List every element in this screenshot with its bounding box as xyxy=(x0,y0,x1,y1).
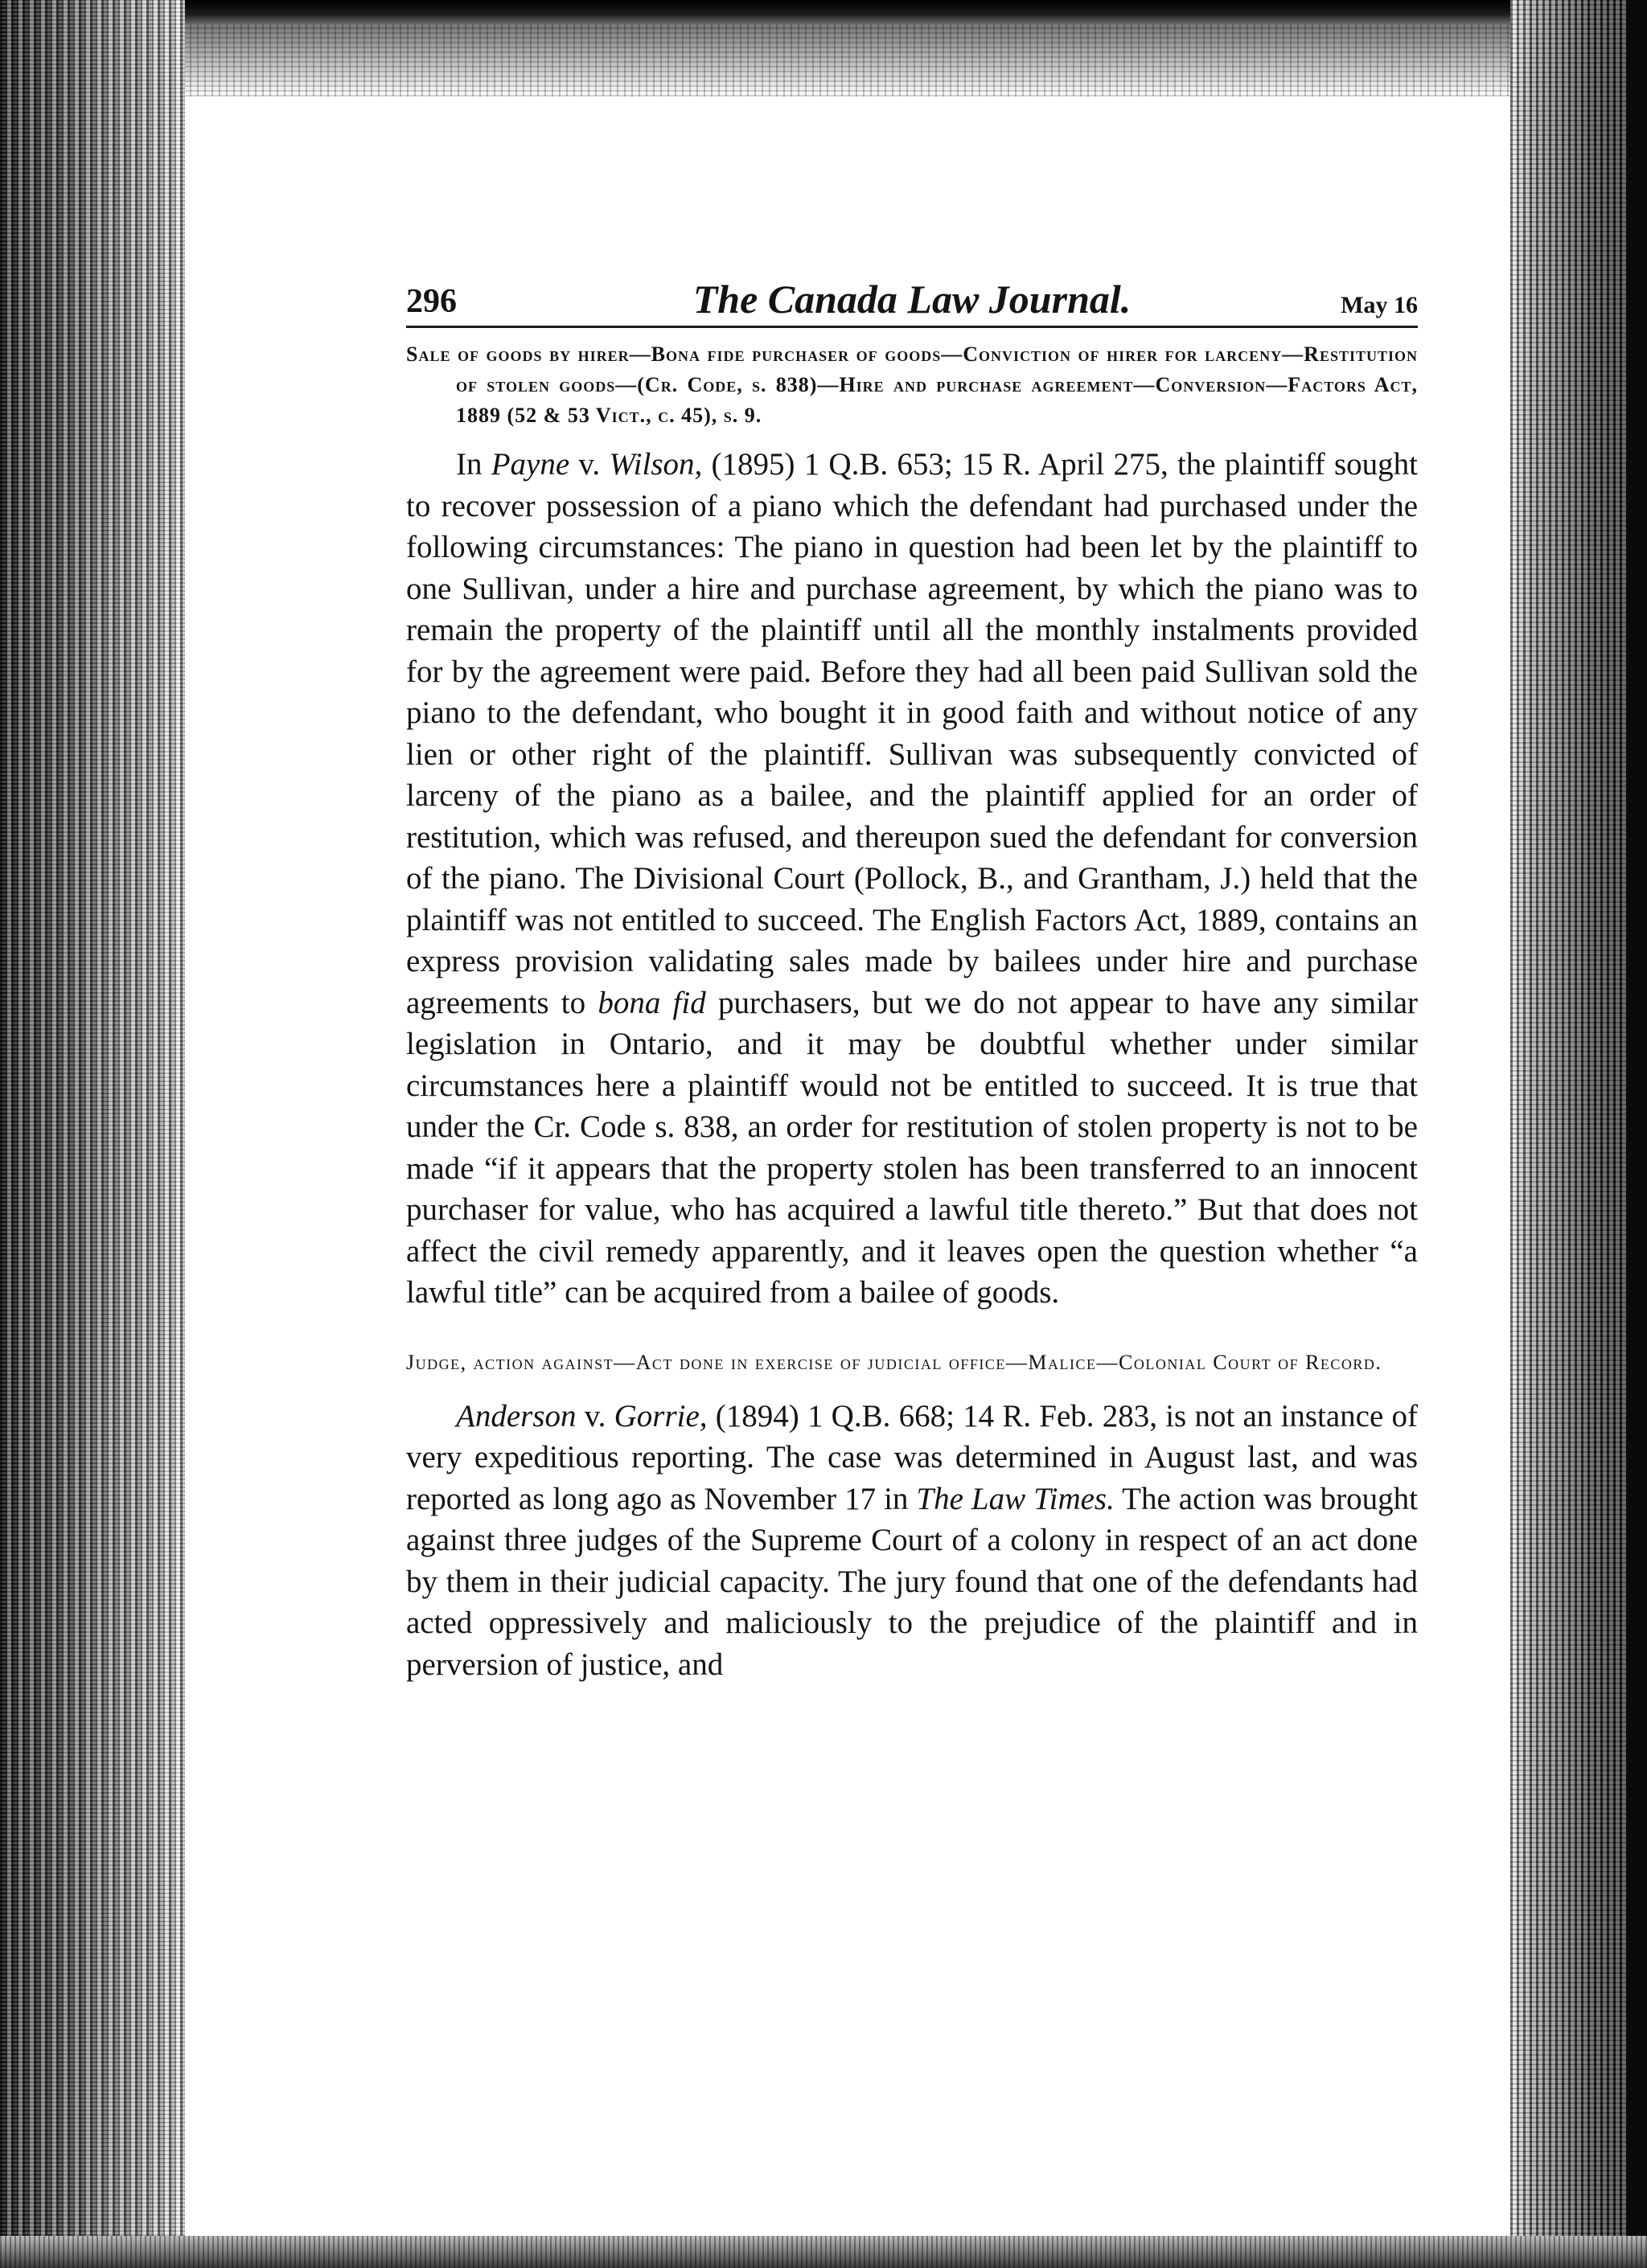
case-plaintiff-2: Anderson xyxy=(456,1398,577,1433)
bona-fide-term: bona fid xyxy=(598,985,706,1020)
issue-date: May 16 xyxy=(1341,292,1418,318)
case-plaintiff-1: Payne xyxy=(491,447,570,482)
section-2-headnote: Judge, action against—Act done in exercise of judicial office—Malice—Colonial Court of Record. xyxy=(406,1350,1382,1374)
case-defendant-2: Gorrie, xyxy=(614,1398,708,1433)
scan-bottom-edge xyxy=(0,2236,1647,2268)
journal-title: The Canada Law Journal. xyxy=(692,277,1132,322)
page-number: 296 xyxy=(406,283,457,320)
section-2-remainder: The action was brought against three judges of the Supreme Court of a colony in respect of an act done by them in their judicial capacity. The jury found that one of the defendants had acted oppressively and maliciously to the prejudice of the plaintiff and in perversion of justice, and xyxy=(406,1481,1419,1682)
journal-page xyxy=(406,269,1418,1685)
scan-top-edge xyxy=(0,0,1647,24)
running-head xyxy=(406,269,1418,328)
section-1-remainder: purchasers, but we do not appear to have any similar legislation in Ontario, and it may be doubtful whether under similar circumstances here a plaintiff would not be entitled to succeed. It is true that under the Cr. Code s. 838, an order for restitution of stolen property is not to be made “if it appears that the property stolen has been transferred to an innocent purchaser for value, who has acquired a lawful title thereto.” But that does not affect the civil remedy apparently, and it leaves open the question whether “a lawful title” can be acquired from a bailee of goods. xyxy=(406,985,1419,1310)
section-2-body: Anderson v. Gorrie, (1894) 1 Q.B. 668; 14 R. Feb. 283, is not an instance of very expeditious reporting. The case was determined in August last, and was reported as long ago as November 17 in The Law Times. The action was brought against three judges of the Supreme Court of a colony in respect of an act done by them in their judicial capacity. The jury found that one of the defendants had acted oppressively and maliciously to the prejudice of the plaintiff and in perversion of justice, and xyxy=(406,1398,1419,1682)
section-2-text: (1894) 1 Q.B. 668; 14 R. Feb. 283, is not an instance of very expeditious reporting. The case was determined in August last, and was reported as long ago as November 17 in xyxy=(406,1398,1418,1516)
scan-left-edge xyxy=(0,0,185,2268)
law-times-source: The Law Times. xyxy=(916,1481,1115,1516)
case-defendant-1: Wilson, xyxy=(609,447,703,482)
section-1-body: In Payne v. Wilson, (1895) 1 Q.B. 653; 15 R. April 275, the plaintiff sought to recover possession of a piano which the defendant had purchased under the following circumstances: The piano in question had been let by the plaintiff to one Sullivan, under a hire and purchase agreement, by which the piano was to remain the property of the plaintiff until all the monthly instalments provided for by the agreement were paid. Before they had all been paid Sullivan sold the piano to the defendant, who bought it in good faith and without notice of any lien or other right of the plaintiff. Sullivan was subsequently convicted of larceny of the piano as a bailee, and the plaintiff applied for an order of restitution, which was refused, and thereupon sued the defendant for conversion of the piano. The Divisional Court (Pollock, B., and Grantham, J.) held that the plaintiff was not entitled to succeed. The English Factors Act, 1889, contains an express provision validating sales made by bailees under hire and purchase agreements to bona fid purchasers, but we do not appear to have any similar legislation in Ontario, and it may be doubtful whether under similar circumstances here a plaintiff would not be entitled to succeed. It is true that under the Cr. Code s. 838, an order for restitution of stolen property is not to be made “if it appears that the property stolen has been transferred to an innocent purchaser for value, who has acquired a lawful title thereto.” But that does not affect the civil remedy apparently, and it leaves open the question whether “a lawful title” can be acquired from a bailee of goods. xyxy=(406,447,1419,1310)
scan-right-strip xyxy=(1626,0,1647,2268)
section-1-headnote: Sale of goods by hirer—Bona fide purchaser of goods—Conviction of hirer for larceny—Restitution of stolen goods—(Cr. Code, s. 838)—Hire and purchase agreement—Conversion—Factors Act, 1889 (52 & 53 Vict., c. 45), s. 9. xyxy=(406,342,1418,427)
scan-top-speckle xyxy=(161,24,1528,96)
section-1-text: (1895) 1 Q.B. 653; 15 R. April 275, the plaintiff sought to recover possession of a piano which the defendant had purchased under the following circumstances: The piano in question had been let by the plaintiff to one Sullivan, under a hire and purchase agreement, by which the piano was to remain the property of the plaintiff until all the monthly instalments provided for by the agreement were paid. Before they had all been paid Sullivan sold the piano to the defendant, who bought it in good faith and without notice of any lien or other right of the plaintiff. Sullivan was subsequently convicted of larceny of the piano as a bailee, and the plaintiff applied for an order of restitution, which was refused, and thereupon sued the defendant for conversion of the piano. The Divisional Court (Pollock, B., and Grantham, J.) held that the plaintiff was not entitled to succeed. The English Factors Act, 1889, contains an express provision validating sales made by bailees under hire and purchase agreements to xyxy=(406,447,1418,1020)
